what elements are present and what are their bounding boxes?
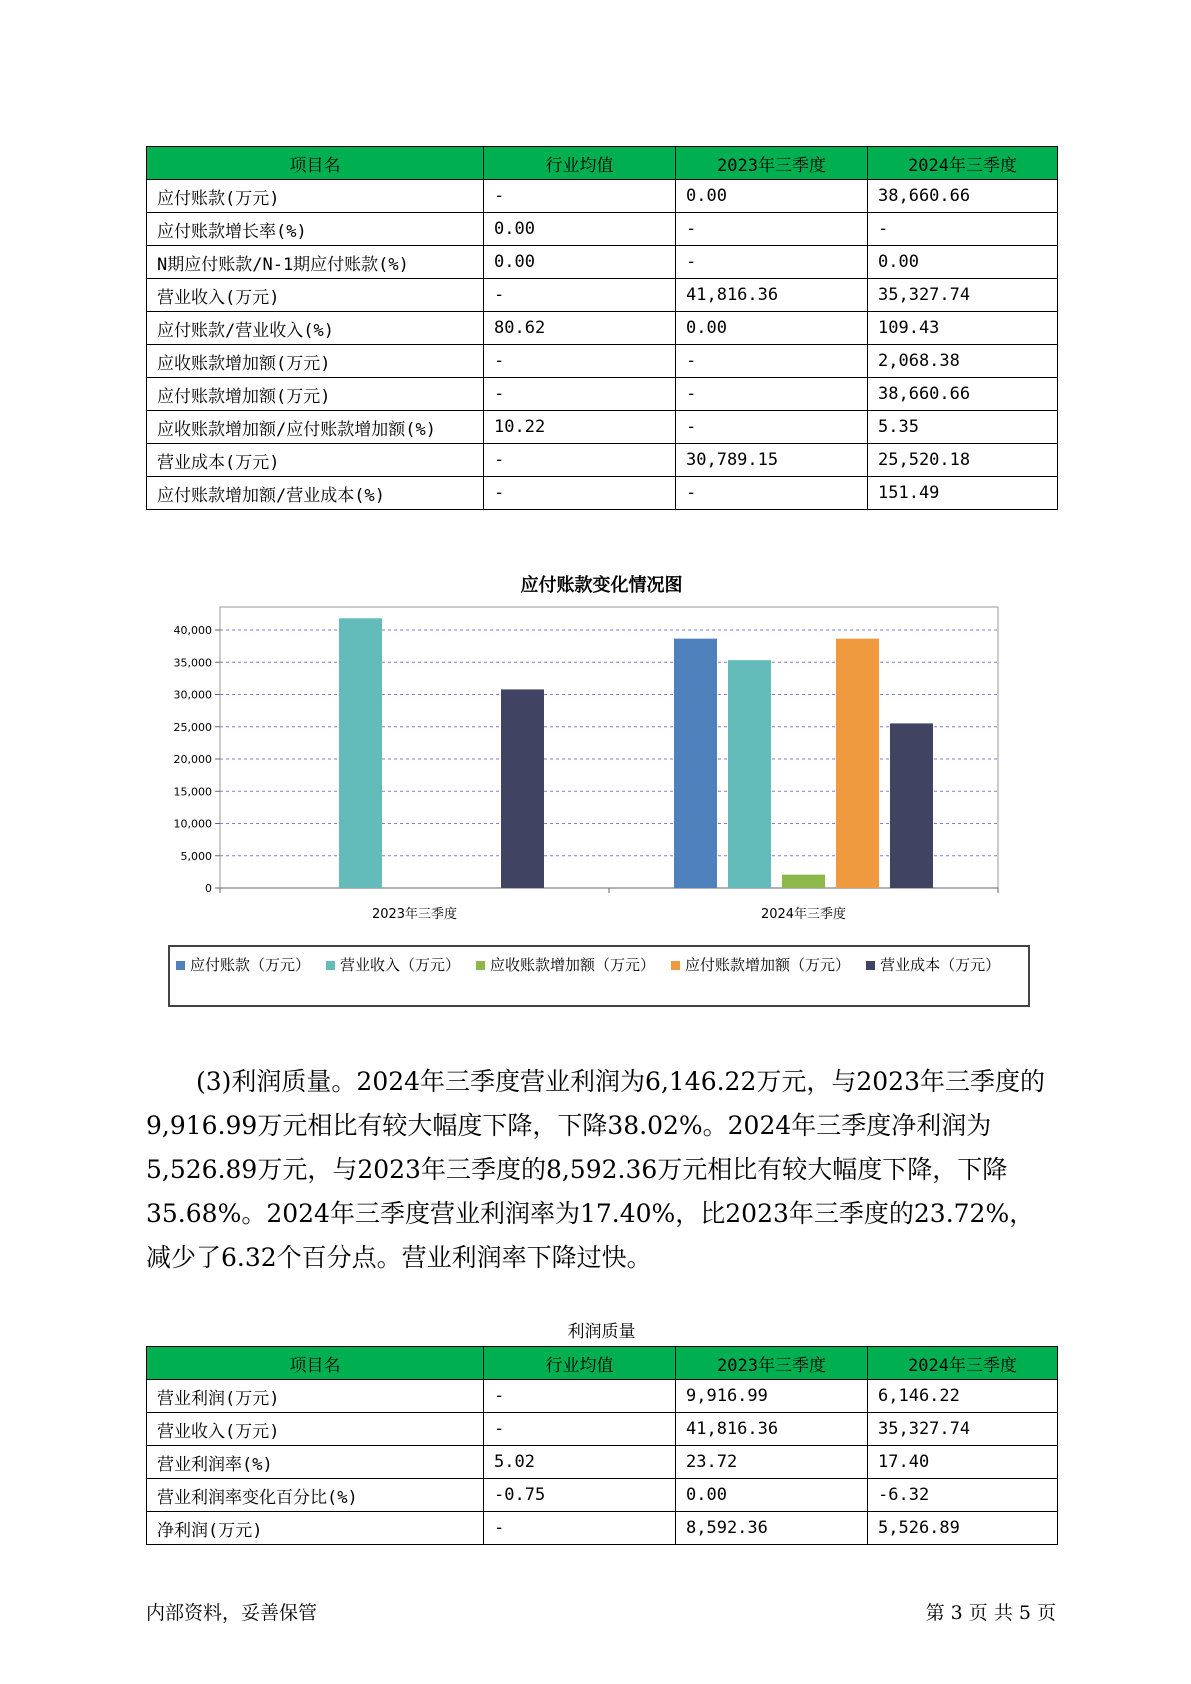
table-cell: 35,327.74 <box>868 279 1058 312</box>
table-cell: -0.75 <box>484 1479 676 1512</box>
table-row <box>147 279 1058 312</box>
table-cell: 35,327.74 <box>868 1413 1058 1446</box>
table-cell: - <box>484 345 676 378</box>
y-tick-label: 35,000 <box>173 656 212 670</box>
header-2023q3: 2023年三季度 <box>676 147 868 180</box>
chart-legend <box>168 945 1030 1007</box>
table-cell: 23.72 <box>676 1446 868 1479</box>
table-row <box>147 477 1058 510</box>
table-row <box>147 411 1058 444</box>
profit-quality-table <box>146 1346 1058 1545</box>
table-cell: - <box>484 477 676 510</box>
table-cell: 营业成本(万元) <box>147 444 484 477</box>
legend-label: 应付账款（万元） <box>190 956 311 974</box>
y-tick-label: 40,000 <box>173 624 212 637</box>
table-cell: 应付账款/营业收入(%) <box>147 312 484 345</box>
legend-label: 营业收入（万元） <box>340 956 461 974</box>
x-tick-label: 2023年三季度 <box>371 907 458 922</box>
table-row <box>147 312 1058 345</box>
footer-page-number: 第 3 页 共 5 页 <box>925 1602 1056 1624</box>
table-cell: N期应付账款/N-1期应付账款(%) <box>147 246 484 279</box>
table-cell: 0.00 <box>484 213 676 246</box>
bar <box>728 660 771 888</box>
table-cell: - <box>484 444 676 477</box>
legend-swatch <box>671 961 680 970</box>
table-cell: 17.40 <box>868 1446 1058 1479</box>
profit-quality-paragraph <box>146 1060 1057 1280</box>
table-cell: 0.00 <box>676 312 868 345</box>
legend-item <box>326 954 460 975</box>
table-cell: 应付账款增加额(万元) <box>147 378 484 411</box>
table-cell: 41,816.36 <box>676 279 868 312</box>
table-cell: -6.32 <box>868 1479 1058 1512</box>
chart-title: 应付账款变化情况图 <box>520 575 683 596</box>
legend-item <box>476 954 655 975</box>
table-cell: - <box>676 246 868 279</box>
table-cell: 0.00 <box>484 246 676 279</box>
table-row <box>147 1479 1058 1512</box>
table-cell: 38,660.66 <box>868 180 1058 213</box>
header-industry-avg: 行业均值 <box>484 1347 676 1380</box>
accounts-payable-table <box>146 146 1058 510</box>
table-cell: 应付账款增加额/营业成本(%) <box>147 477 484 510</box>
y-tick-label: 10,000 <box>173 817 212 831</box>
x-tick-label: 2024年三季度 <box>760 907 847 922</box>
table-cell: 8,592.36 <box>676 1512 868 1545</box>
legend-item <box>671 954 850 975</box>
table-cell: 营业收入(万元) <box>147 279 484 312</box>
table-cell: 151.49 <box>868 477 1058 510</box>
legend-label: 应付账款增加额（万元） <box>685 956 851 974</box>
accounts-payable-bar-chart <box>160 605 1000 945</box>
header-2024q3: 2024年三季度 <box>868 1347 1058 1380</box>
table-cell: 营业收入(万元) <box>147 1413 484 1446</box>
plot-area <box>220 607 998 888</box>
legend-swatch <box>866 961 875 970</box>
legend-swatch <box>326 961 335 970</box>
bar <box>501 689 544 888</box>
bar <box>890 723 933 888</box>
y-tick-label: 0 <box>205 882 212 895</box>
table-cell: - <box>484 279 676 312</box>
y-tick-label: 15,000 <box>173 785 212 799</box>
table-cell: 6,146.22 <box>868 1380 1058 1413</box>
bar <box>782 875 825 888</box>
paragraph-text: (3)利润质量。2024年三季度营业利润为6,146.22万元，与2023年三季度的9,916.99万元相比有较大幅度下降，下降38.02%。2024年三季度净利润为5,526.89万元，与2023年三季度的8,592.36万元相比有较大幅度下降，下降35.68%。2024年三季度营业利润率为17.40%，比2023年三季度的23.72%，减少了6.32个百分点。营业利润率下降过快。 <box>146 1067 1045 1272</box>
table-cell: - <box>868 213 1058 246</box>
legend-item <box>866 954 1000 975</box>
table-cell: 2,068.38 <box>868 345 1058 378</box>
legend-item <box>176 954 310 975</box>
table-cell: - <box>484 1512 676 1545</box>
table-cell: 营业利润率变化百分比(%) <box>147 1479 484 1512</box>
table-row <box>147 213 1058 246</box>
header-2023q3: 2023年三季度 <box>676 1347 868 1380</box>
legend-swatch <box>476 961 485 970</box>
table-cell: 应付账款(万元) <box>147 180 484 213</box>
table-header-row <box>147 1347 1058 1380</box>
table-row <box>147 246 1058 279</box>
table-cell: 9,916.99 <box>676 1380 868 1413</box>
table-cell: 营业利润率(%) <box>147 1446 484 1479</box>
table-cell: - <box>676 411 868 444</box>
table-cell: - <box>676 345 868 378</box>
header-industry-avg: 行业均值 <box>484 147 676 180</box>
y-tick-label: 20,000 <box>173 753 212 766</box>
legend-label: 应收账款增加额（万元） <box>490 956 656 974</box>
table-row <box>147 378 1058 411</box>
table-cell: 应付账款增长率(%) <box>147 213 484 246</box>
table-cell: 0.00 <box>676 1479 868 1512</box>
table-cell: - <box>676 477 868 510</box>
table-cell: - <box>676 378 868 411</box>
bar <box>836 639 879 888</box>
table-cell: - <box>484 1413 676 1446</box>
table-cell: 0.00 <box>868 246 1058 279</box>
legend-label: 营业成本（万元） <box>880 956 1001 974</box>
table-cell: 38,660.66 <box>868 378 1058 411</box>
table-cell: 应收账款增加额(万元) <box>147 345 484 378</box>
table-cell: 10.22 <box>484 411 676 444</box>
table-cell: 营业利润(万元) <box>147 1380 484 1413</box>
table-cell: - <box>676 213 868 246</box>
table-row <box>147 180 1058 213</box>
header-2024q3: 2024年三季度 <box>868 147 1058 180</box>
bar <box>674 639 717 888</box>
header-item-name: 项目名 <box>147 1347 484 1380</box>
legend-swatch <box>176 961 185 970</box>
table-header-row <box>147 147 1058 180</box>
table-cell: 0.00 <box>676 180 868 213</box>
y-tick-label: 25,000 <box>173 720 212 734</box>
table-cell: 应收账款增加额/应付账款增加额(%) <box>147 411 484 444</box>
table-cell: 80.62 <box>484 312 676 345</box>
table-row <box>147 1512 1058 1545</box>
table-cell: - <box>484 180 676 213</box>
table-row <box>147 345 1058 378</box>
table-cell: - <box>484 378 676 411</box>
table-row <box>147 1413 1058 1446</box>
table-cell: 41,816.36 <box>676 1413 868 1446</box>
footer-confidential-note: 内部资料，妥善保管 <box>146 1602 318 1624</box>
table-cell: 5,526.89 <box>868 1512 1058 1545</box>
table-row <box>147 1380 1058 1413</box>
table-cell: 5.35 <box>868 411 1058 444</box>
table-cell: 25,520.18 <box>868 444 1058 477</box>
table-cell: - <box>484 1380 676 1413</box>
header-item-name: 项目名 <box>147 147 484 180</box>
table-row <box>147 444 1058 477</box>
y-tick-label: 5,000 <box>180 849 212 863</box>
bar <box>339 618 382 888</box>
table-caption: 利润质量 <box>567 1322 636 1342</box>
table-cell: 30,789.15 <box>676 444 868 477</box>
table-cell: 5.02 <box>484 1446 676 1479</box>
y-tick-label: 30,000 <box>173 688 212 702</box>
table-row <box>147 1446 1058 1479</box>
table-cell: 净利润(万元) <box>147 1512 484 1545</box>
table-cell: 109.43 <box>868 312 1058 345</box>
